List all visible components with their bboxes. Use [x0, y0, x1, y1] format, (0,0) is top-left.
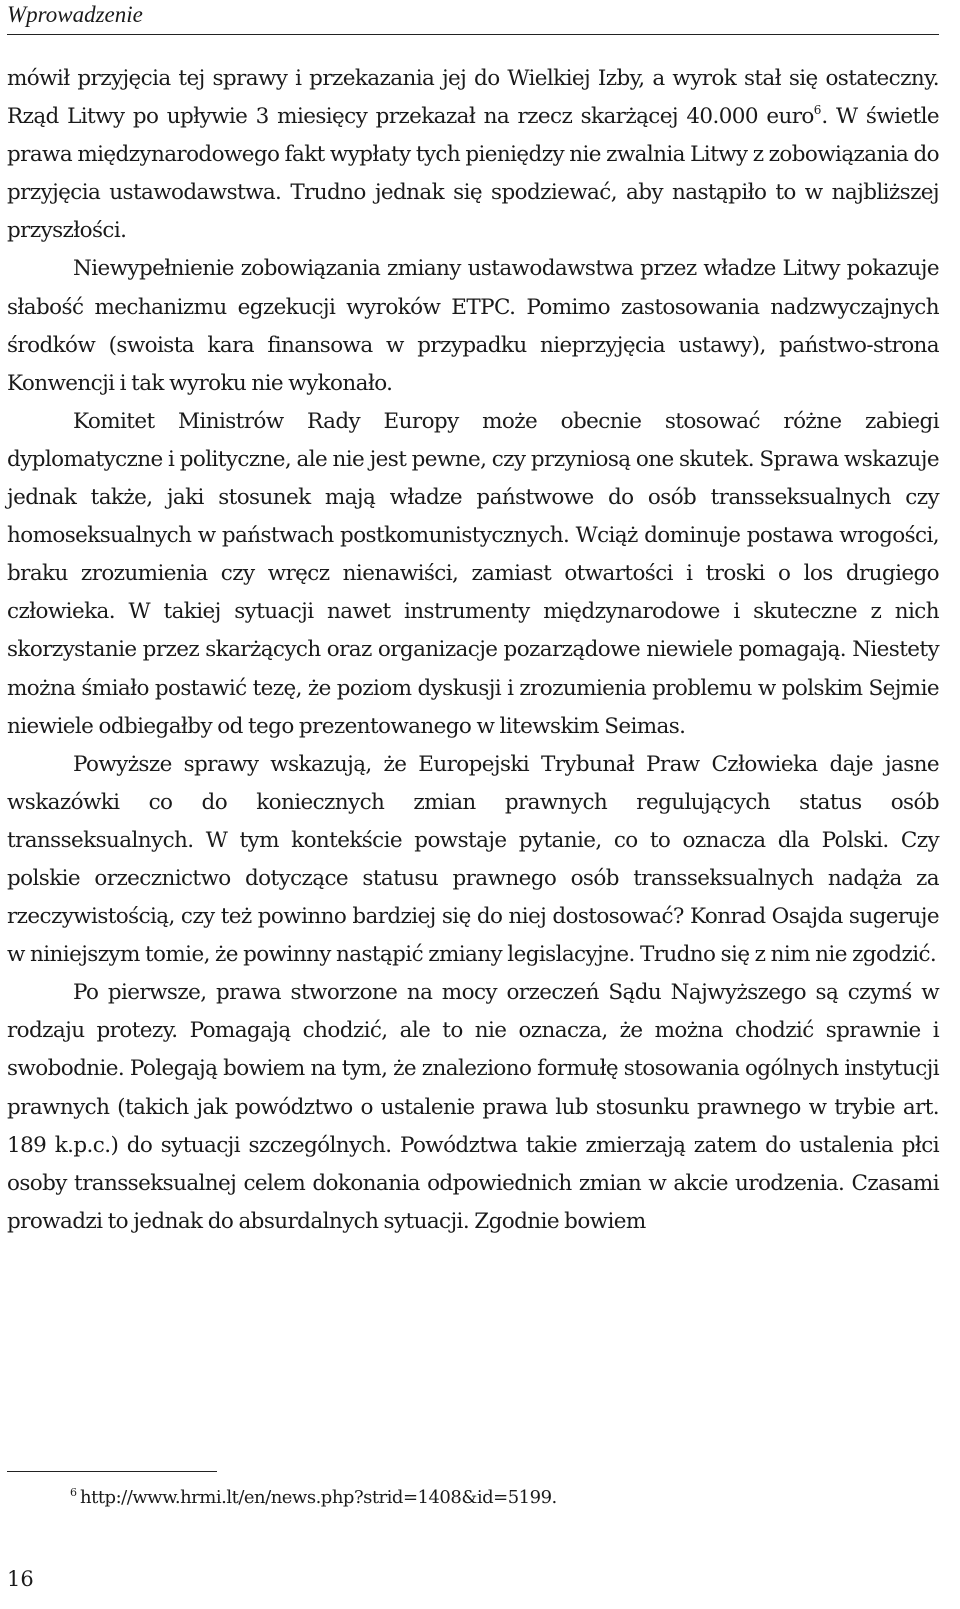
paragraph-4: Powyższe sprawy wskazują, że Europejski Trybunał Praw Człowieka daje jasne wskazówki co do koniecznych zmian prawnych regulujących status osób transseksualnych. W tym kontekście powstaje pytanie, co to oznacza dla Polski. Czy polskie orzecznictwo dotyczące statusu prawnego osób transseksualnych nadąża za rzeczywistością, czy też powinno bardziej się do niej dostosować? Konrad Osajda sugeruje w niniejszym tomie, że powinny nastąpić zmiany legislacyjne. Trudno się z nim nie zgodzić. — [7, 751, 939, 968]
paragraph-2: Niewypełnienie zobowiązania zmiany ustawodawstwa przez władze Litwy pokazuje słabość mechanizmu egzekucji wyroków ETPC. Pomimo zastosowania nadzwyczajnych środków (swoista kara finansowa w przypadku nieprzyjęcia ustawy), państwo-strona Konwencji i tak wyroku nie wykonało. — [7, 256, 939, 396]
footnote-text: http://www.hrmi.lt/en/news.php?strid=1408&id=5199. — [80, 1487, 557, 1508]
paragraph-5: Po pierwsze, prawa stworzone na mocy orzeczeń Sądu Najwyższego są czymś w rodzaju protezy. Pomagają chodzić, ale to nie oznacza, że można chodzić sprawnie i swobodnie. Polegają bowiem na tym, że znaleziono formułę stosowania ogólnych instytucji prawnych (takich jak powództwo o ustalenie prawa lub stosunku prawnego w trybie art. 189 k.p.c.) do sytuacji szczególnych. Powództwa takie zmierzają zatem do ustalenia płci osoby transseksualnej celem dokonania odpowiednich zmian w akcie urodzenia. Czasami prowadzi to jednak do absurdalnych sytuacji. Zgodnie bowiem — [7, 980, 939, 1234]
paragraph-1 — [7, 60, 939, 250]
page-number: 16 — [7, 1567, 34, 1591]
running-head: Wprowadzenie — [7, 2, 143, 27]
paragraph-1-text-b: . W świetle prawa międzynarodowego fakt wypłaty tych pieniędzy nie zwalnia Litwy z zobowiązania do przyjęcia ustawodawstwa. Trudno jednak się spodziewać, aby nastąpiło to w najbliższej przyszłości. — [7, 104, 939, 244]
body-text — [7, 60, 939, 1241]
footnote-number: 6 — [70, 1486, 77, 1499]
paragraph-3: Komitet Ministrów Rady Europy może obecnie stosować różne zabiegi dyplomatyczne i polityczne, ale nie jest pewne, czy przyniosą one skutek. Sprawa wskazuje jednak także, jaki stosunek mają władze państwowe do osób transseksualnych czy homoseksualnych w państwach postkomunistycznych. Wciąż dominuje postawa wrogości, braku zrozumienia czy wręcz nienawiści, zamiast otwartości i troski o los drugiego człowieka. W takiej sytuacji nawet instrumenty międzynarodowe i skuteczne z nich skorzystanie przez skarżących oraz organizacje pozarządowe niewiele pomagają. Niestety można śmiało postawić tezę, że poziom dyskusji i zrozumienia problemu w polskim Sejmie niewiele odbiegałby od tego prezentowanego w litewskim Seimas. — [7, 408, 939, 739]
footnote-rule — [7, 1471, 217, 1472]
header-rule — [7, 34, 939, 35]
footnote — [70, 1486, 557, 1510]
footnote-reference: 6 — [813, 103, 822, 118]
paragraph-1-text-a: mówił przyjęcia tej sprawy i przekazania jej do Wielkiej Izby, a wyrok stał się ostateczny. Rząd Litwy po upływie 3 miesięcy przekazał na rzecz skarżącej 40.000 euro — [7, 66, 939, 130]
